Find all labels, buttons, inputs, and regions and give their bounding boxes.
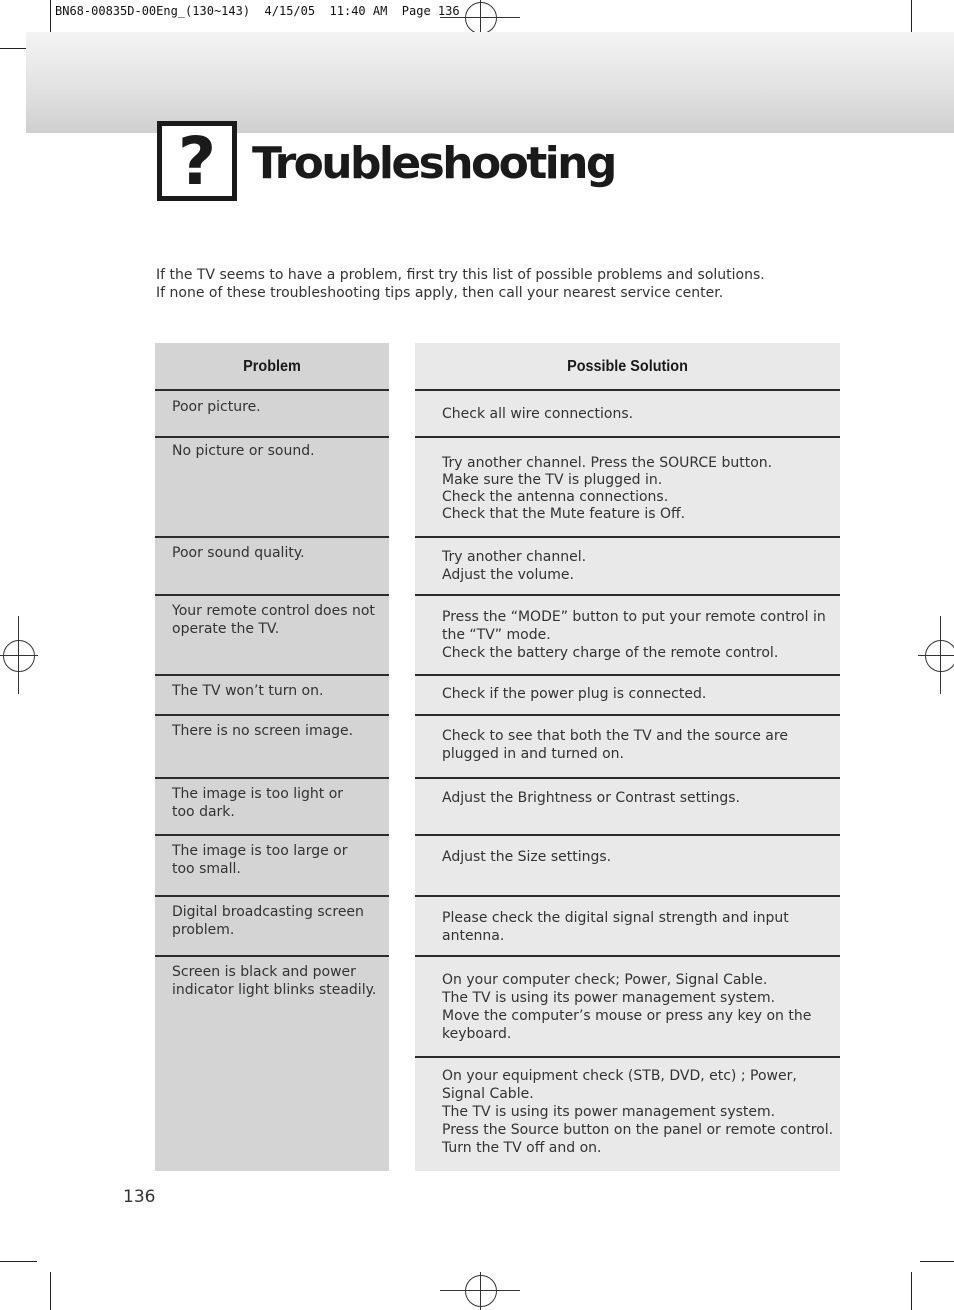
crop-mark bbox=[911, 1272, 912, 1310]
solution-line: Adjust the Brightness or Contrast settings. bbox=[442, 790, 740, 806]
solution-cell bbox=[442, 455, 772, 523]
solution-line: Press the “MODE” button to put your remote control in bbox=[442, 609, 826, 625]
solution-cell bbox=[442, 909, 789, 945]
problem-header: Problem bbox=[243, 358, 301, 375]
problem-line: There is no screen image. bbox=[172, 723, 354, 739]
solution-line: Press the Source button on the panel or remote control. bbox=[442, 1122, 834, 1138]
row-divider bbox=[155, 714, 389, 716]
intro-text bbox=[156, 266, 876, 302]
solution-line: Adjust the volume. bbox=[442, 567, 574, 583]
problem-line: too small. bbox=[172, 861, 241, 877]
crop-mark bbox=[920, 1261, 954, 1262]
problem-line: The image is too light or bbox=[172, 786, 344, 802]
row-divider bbox=[155, 834, 389, 836]
solution-cell bbox=[442, 405, 633, 423]
row-divider bbox=[155, 436, 389, 438]
solution-cell bbox=[442, 789, 740, 807]
solution-line: The TV is using its power management system. bbox=[442, 990, 776, 1006]
solution-line: On your computer check; Power, Signal Cable. bbox=[442, 972, 768, 988]
solution-cell bbox=[442, 971, 811, 1043]
solution-line: Try another channel. bbox=[442, 549, 587, 565]
problem-line: operate the TV. bbox=[172, 621, 280, 637]
row-divider bbox=[415, 777, 840, 779]
solution-cell bbox=[442, 608, 826, 662]
row-divider bbox=[155, 594, 389, 596]
solution-line: Make sure the TV is plugged in. bbox=[442, 472, 663, 488]
solution-cell bbox=[442, 548, 586, 584]
solution-cell bbox=[442, 848, 611, 866]
problem-line: Digital broadcasting screen bbox=[172, 904, 364, 920]
problem-cell bbox=[172, 602, 375, 638]
solution-line: Check all wire connections. bbox=[442, 406, 634, 422]
solution-line: Check the antenna connections. bbox=[442, 489, 669, 505]
row-divider bbox=[415, 674, 840, 676]
solution-line: Adjust the Size settings. bbox=[442, 849, 612, 865]
solution-line: Move the computer’s mouse or press any key on the bbox=[442, 1008, 812, 1024]
problem-line: Your remote control does not bbox=[172, 603, 375, 619]
solution-line: Please check the digital signal strength and input bbox=[442, 910, 789, 926]
solution-cell bbox=[442, 727, 788, 763]
row-divider bbox=[415, 714, 840, 716]
row-divider bbox=[155, 674, 389, 676]
problem-line: The TV won’t turn on. bbox=[172, 683, 324, 699]
problem-cell bbox=[172, 682, 323, 700]
solution-line: Check that the Mute feature is Off. bbox=[442, 506, 686, 522]
row-divider bbox=[415, 594, 840, 596]
solution-line: Signal Cable. bbox=[442, 1086, 534, 1102]
row-divider bbox=[415, 536, 840, 538]
solution-line: The TV is using its power management system. bbox=[442, 1104, 776, 1120]
solution-line: On your equipment check (STB, DVD, etc) ; Power, bbox=[442, 1068, 797, 1084]
question-mark-icon bbox=[157, 121, 237, 201]
problem-cell bbox=[172, 963, 376, 999]
solution-cell bbox=[442, 1067, 833, 1157]
row-divider bbox=[415, 1056, 840, 1058]
problem-line: The image is too large or bbox=[172, 843, 348, 859]
solution-line: Check the battery charge of the remote control. bbox=[442, 645, 779, 661]
problem-column bbox=[155, 343, 389, 1171]
solution-line: Try another channel. Press the SOURCE button. bbox=[442, 455, 773, 471]
row-divider bbox=[415, 389, 840, 391]
row-divider bbox=[415, 895, 840, 897]
problem-cell bbox=[172, 544, 305, 562]
problem-line: problem. bbox=[172, 922, 235, 938]
problem-cell bbox=[172, 442, 315, 460]
row-divider bbox=[155, 389, 389, 391]
page-title: Troubleshooting bbox=[252, 138, 615, 189]
intro-line-1: If the TV seems to have a problem, first try this list of possible problems and solutions. bbox=[156, 267, 765, 283]
print-slug: BN68-00835D-00Eng_(130~143) 4/15/05 11:40 AM Page 136 bbox=[55, 4, 460, 18]
problem-cell bbox=[172, 398, 261, 416]
row-divider bbox=[155, 536, 389, 538]
solution-cell bbox=[442, 685, 706, 703]
solution-line: the “TV” mode. bbox=[442, 627, 551, 643]
problem-line: Poor picture. bbox=[172, 399, 261, 415]
solution-line: Turn the TV off and on. bbox=[442, 1140, 602, 1156]
row-divider bbox=[155, 955, 389, 957]
row-divider bbox=[415, 436, 840, 438]
problem-line: No picture or sound. bbox=[172, 443, 315, 459]
row-divider bbox=[155, 895, 389, 897]
page-number: 136 bbox=[123, 1187, 156, 1207]
solution-line: Check to see that both the TV and the source are bbox=[442, 728, 788, 744]
solution-line: keyboard. bbox=[442, 1026, 512, 1042]
solution-line: Check if the power plug is connected. bbox=[442, 686, 707, 702]
problem-line: Poor sound quality. bbox=[172, 545, 305, 561]
problem-cell bbox=[172, 842, 348, 878]
solution-line: plugged in and turned on. bbox=[442, 746, 624, 762]
row-divider bbox=[415, 955, 840, 957]
problem-line: Screen is black and power bbox=[172, 964, 356, 980]
intro-line-2: If none of these troubleshooting tips apply, then call your nearest service center. bbox=[156, 285, 724, 301]
problem-cell bbox=[172, 722, 353, 740]
question-mark-glyph: ? bbox=[177, 123, 217, 200]
crop-mark bbox=[0, 1261, 37, 1262]
header-banner bbox=[26, 32, 954, 133]
problem-line: too dark. bbox=[172, 804, 235, 820]
row-divider bbox=[415, 834, 840, 836]
solution-header: Possible Solution bbox=[567, 358, 688, 375]
crop-mark bbox=[50, 1272, 51, 1310]
problem-line: indicator light blinks steadily. bbox=[172, 982, 377, 998]
row-divider bbox=[155, 777, 389, 779]
problem-cell bbox=[172, 785, 343, 821]
solution-line: antenna. bbox=[442, 928, 505, 944]
problem-cell bbox=[172, 903, 364, 939]
